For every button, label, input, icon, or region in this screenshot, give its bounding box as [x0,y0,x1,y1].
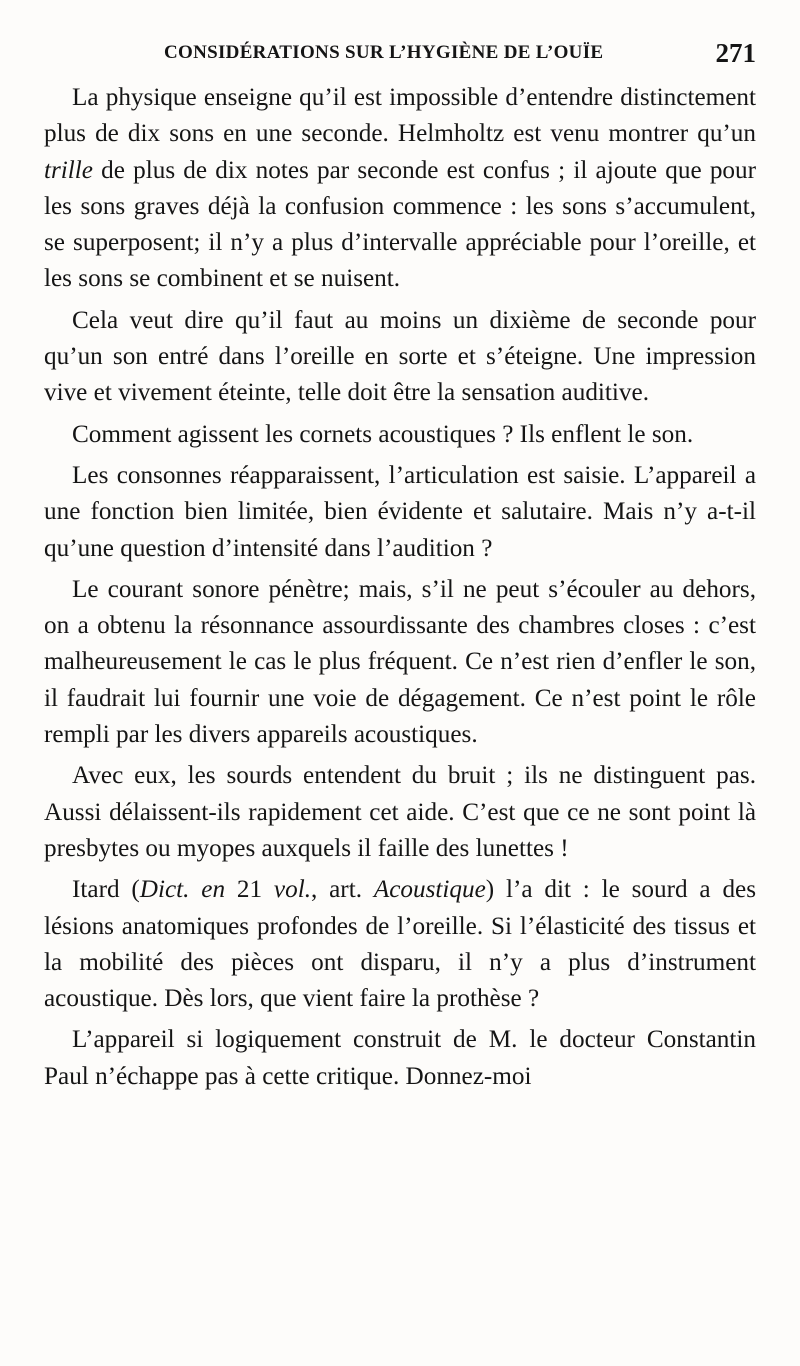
text-segment: Itard ( [72,876,140,904]
italic-text: Acoustique [373,876,486,904]
text-segment: L’appareil si logiquement construit de M. le docteur Constantin Paul n’échappe pas à cette critique. Donnez-moi [44,1026,756,1090]
text-segment: Comment agissent les cornets acoustiques ? Ils enflent le son. [72,420,694,448]
text-segment: de plus de dix notes par seconde est confus ; il ajoute que pour les sons graves déjà la confusion commence : les sons s’accumulent, se superposent; il n’y a plus d’intervalle appréciable pour l’oreille, et les sons se combinent et se nuisent. [44,156,756,293]
paragraph [44,1022,756,1095]
text-segment: ) l’a dit : le sourd a des lésions anatomiques profondes de l’oreille. Si l’élasticité des tissus et la mobilité des pièces ont disparu, il n’y a plus d’instrument acoustique. Dès lors, que vient faire la prothèse ? [44,876,757,1013]
page-number: 271 [715,38,756,68]
paragraph [44,572,756,753]
text-segment: Cela veut dire qu’il faut au moins un dixième de seconde pour qu’un son entré dans l’oreille en sorte et s’éteigne. Une impression vive et vivement éteinte, telle doit être la sensation auditive. [44,306,756,407]
italic-text: Dict. en [139,876,226,904]
text-segment: 21 [225,876,274,904]
paragraph [44,417,756,453]
page-header [44,38,756,72]
text-segment: La physique enseigne qu’il est impossible d’entendre distinctement plus de dix sons en une seconde. Helmholtz est venu montrer qu’un [44,84,756,148]
paragraph [44,458,756,567]
running-title: CONSIDÉRATIONS SUR L’HYGIÈNE DE L’OUÏE [164,42,604,63]
paragraph [44,872,756,1017]
paragraph [44,80,756,298]
paragraph [44,303,756,412]
italic-text: vol. [273,876,311,904]
body-text [44,80,756,1100]
text-segment: , art. [311,876,374,904]
italic-text: trille [44,156,93,184]
text-segment: Les consonnes réapparaissent, l’articulation est saisie. L’appareil a une fonction bien limitée, bien évidente et salutaire. Mais n’y a-t-il qu’une question d’intensité dans l’audition ? [44,461,756,562]
text-segment: Avec eux, les sourds entendent du bruit ; ils ne distinguent pas. Aussi délaissent-ils rapidement cet aide. C’est que ce ne sont point là presbytes ou myopes auxquels il faille des lunettes ! [44,762,756,862]
paragraph [44,758,756,867]
text-segment: Le courant sonore pénètre; mais, s’il ne peut s’écouler au dehors, on a obtenu la résonnance assourdissante des chambres closes : c’est malheureusement le cas le plus fréquent. Ce n’est rien d’enfler le son, il faudrait lui fournir une voie de dégagement. Ce n’est point le rôle rempli par les divers appareils acoustiques. [44,575,756,749]
